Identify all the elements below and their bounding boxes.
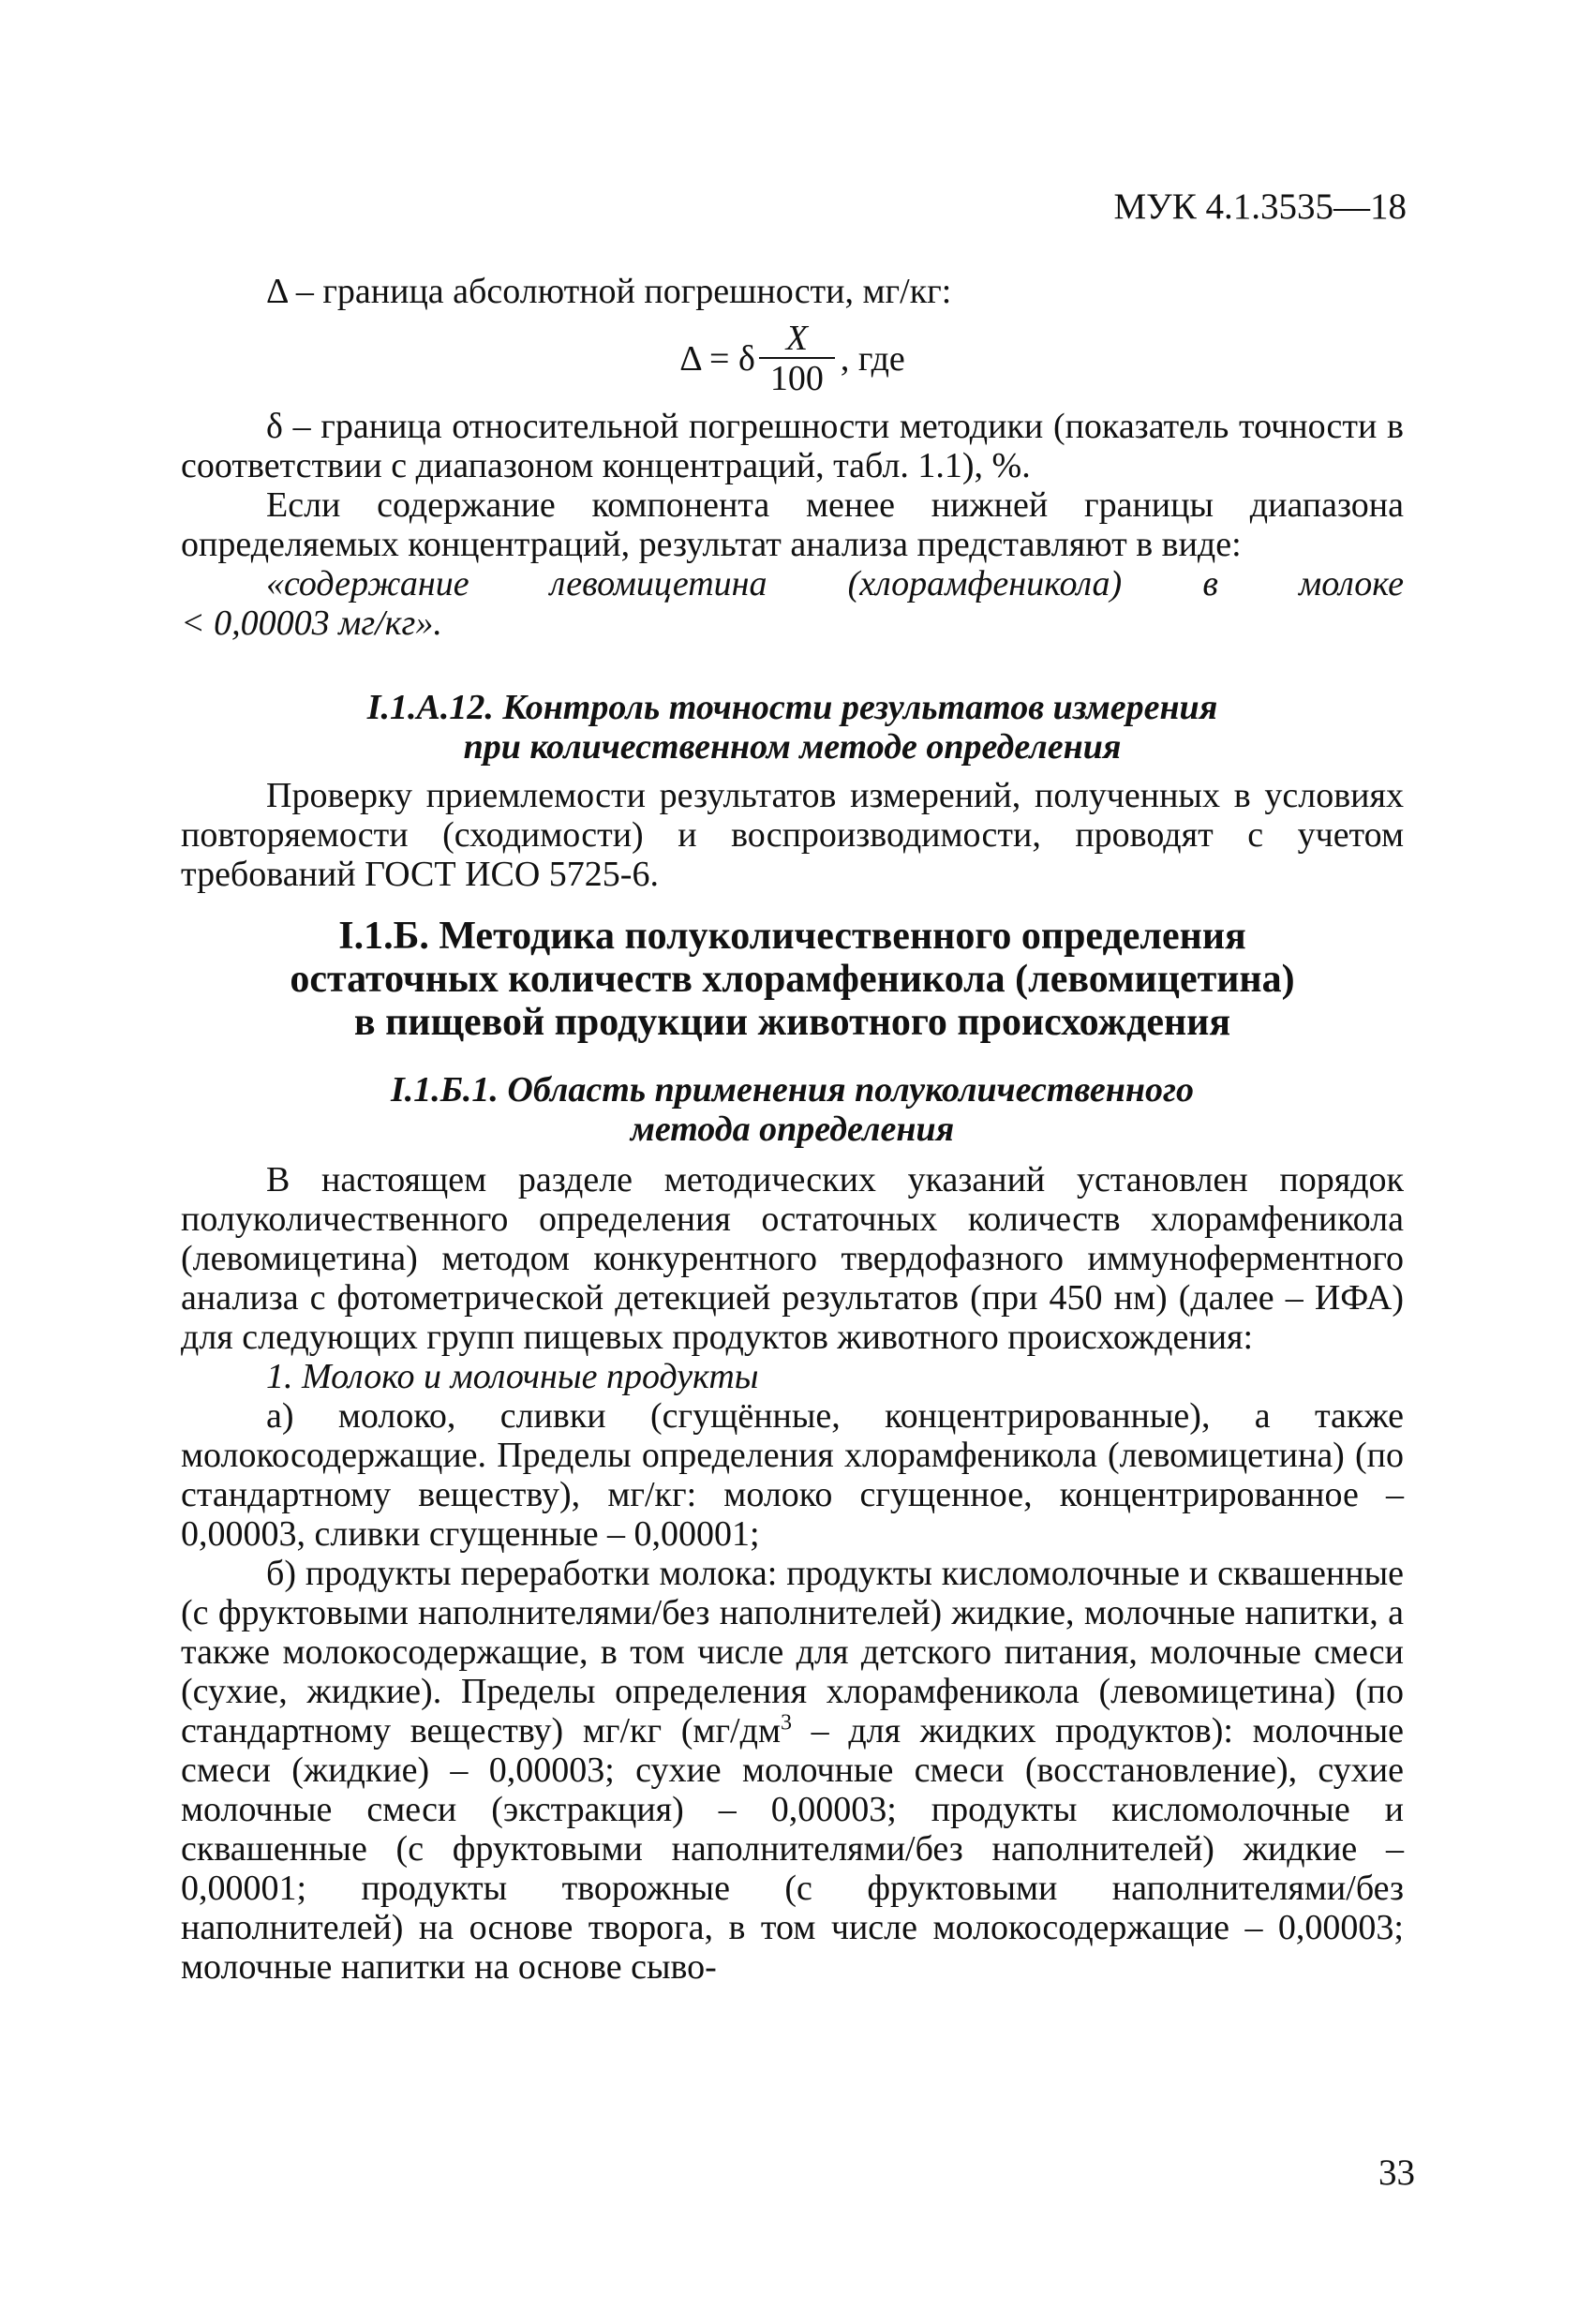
group-1-title: 1. Молоко и молочные продукты bbox=[266, 1357, 759, 1396]
formula-fraction bbox=[759, 320, 835, 398]
section-b1-intro: В настоящем разделе методических указаний установлен порядок полуколичественного определения остаточных количеств хлорамфеникола (левомицетина) методом конкурентного твердофазного иммуноферментного анализа с фотометрической детекцией результатов (при 450 нм) (далее – ИФА) для следующих групп пищевых продуктов животного происхождения: bbox=[181, 1160, 1404, 1357]
delta-definition: δ – граница относительной погрешности методики (показатель точности в соответствии с диапазоном концентраций, табл. 1.1), %. bbox=[181, 407, 1404, 485]
section-a12-heading-1: I.1.А.12. Контроль точности результатов измерения bbox=[366, 688, 1218, 727]
below-range-paragraph: Если содержание компонента менее нижней границы диапазона определяемых концентраций, результат анализа представляют в виде: bbox=[181, 485, 1404, 564]
page-number: 33 bbox=[1378, 2153, 1415, 2193]
formula-numerator: X bbox=[785, 319, 808, 358]
section-a12 bbox=[181, 688, 1404, 894]
section-a12-heading-2: при количественном методе определения bbox=[463, 727, 1122, 767]
formula-block bbox=[181, 272, 1404, 643]
section-b-heading-1: I.1.Б. Методика полуколичественного определения bbox=[338, 915, 1246, 958]
section-b bbox=[181, 915, 1404, 1044]
formula-lhs: Δ = δ bbox=[679, 339, 755, 379]
formula-denominator: 100 bbox=[769, 359, 824, 398]
section-b-heading-2: остаточных количеств хлорамфеникола (левомицетина) bbox=[290, 958, 1295, 1001]
result-line-2: < 0,00003 мг/кг». bbox=[181, 603, 442, 643]
item-b-text-2: – для жидких продуктов): молочные смеси (жидкие) – 0,00003; сухие молочные смеси (восстановление), сухие молочные смеси (экстракция) – 0,00003; продукты кисломолочные и сквашенные (с фруктовыми наполнителями/без наполнителей) жидкие – 0,00001; продукты творожные (с фруктовыми наполнителями/без наполнителей) на основе творога, в том числе молокосодержащие – 0,00003; молочные напитки на основе сыво- bbox=[181, 1711, 1404, 1987]
formula-suffix: , где bbox=[840, 339, 905, 379]
item-b bbox=[181, 1554, 1404, 1987]
section-b1 bbox=[181, 1070, 1404, 1987]
result-line-1: «содержание левомицетина (хлорамфеникола) в молоке bbox=[266, 564, 1404, 603]
section-a12-body: Проверку приемлемости результатов измерений, полученных в условиях повторяемости (сходимости) и воспроизводимости, проводят с учетом требований ГОСТ ИСО 5725-6. bbox=[181, 776, 1404, 894]
abs-error-intro: Δ – граница абсолютной погрешности, мг/кг: bbox=[266, 272, 952, 311]
section-b1-heading-2: метода определения bbox=[630, 1110, 955, 1149]
item-b-text-1: б) продукты переработки молока: продукты кисломолочные и сквашенные (с фруктовыми наполнителями/без наполнителей) жидкие, молочные напитки, а также молокосодержащие, в том числе для детского питания, молочные смеси (сухие, жидкие). Пределы определения хлорамфеникола (левомицетина) (по стандартному веществу) мг/кг (мг/дм bbox=[181, 1554, 1404, 1750]
item-a: а) молоко, сливки (сгущённые, концентрированные), а также молокосодержащие. Пределы определения хлорамфеникола (левомицетина) (по стандартному веществу), мг/кг: молоко сгущенное, концентрированное – 0,00003, сливки сгущенные – 0,00001; bbox=[181, 1396, 1404, 1554]
doc-code-header: МУК 4.1.3535—18 bbox=[1113, 186, 1407, 227]
delta-formula bbox=[181, 311, 1404, 407]
section-b1-heading-1: I.1.Б.1. Область применения полуколичественного bbox=[390, 1070, 1194, 1110]
item-b-superscript: 3 bbox=[781, 1710, 792, 1736]
section-b-heading-3: в пищевой продукции животного происхождения bbox=[353, 1001, 1231, 1044]
